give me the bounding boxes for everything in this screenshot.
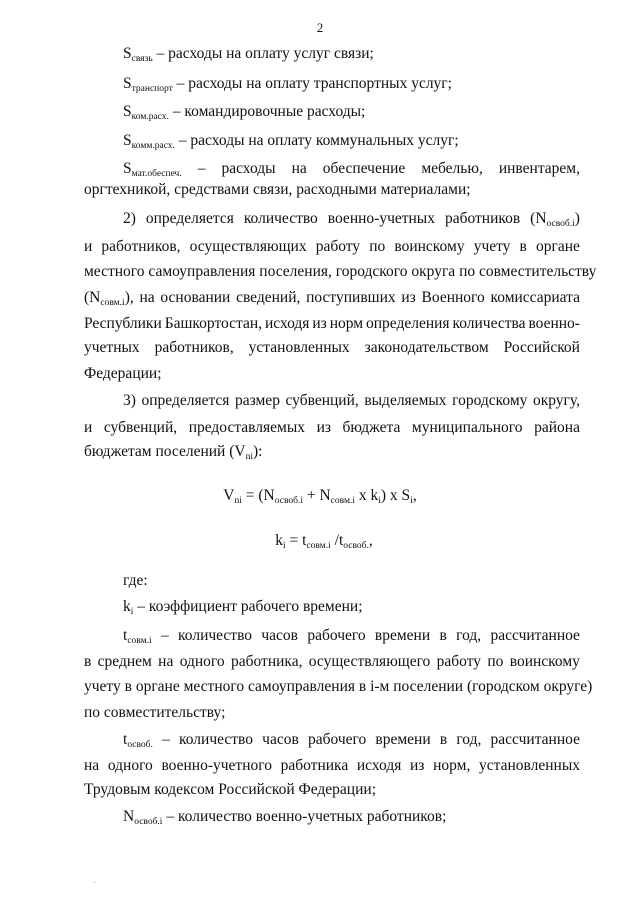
item-s-mat: $S_{мат.обеспеч.}$ – расходы на обеспечение мебелью, инвентарем, [123,160,580,179]
formula-coefficient: $k_i = t_{совм.i}$ $/t_{освоб.}$, [275,532,373,551]
where-label: где: [123,572,148,589]
formula-subvention: $V_{ni} = (N_{освоб.i} + N_{совм.i}$ x $k_i$) x $S_i$, [223,487,417,506]
def-tsovm-line3: учету в органе местного самоуправления в i-м поселении (городском округе) [84,678,593,695]
def-k: $k_i$ – коэффициент рабочего времени; [123,598,363,617]
def-tosvob-line2: на одного военно-учетного работника исходя из норм, установленных [84,757,580,774]
para2-line4: $(N_{совм.i})$, на основании сведений, поступивших из Военного комиссариата [84,289,580,308]
def-tosvob-line3: Трудовым кодексом Российской Федерации; [84,781,376,798]
def-tsovm-line4: по совместительству; [84,704,226,721]
scan-speck [94,882,95,883]
item-s-mat-line2: оргтехникой, средствами связи, расходными материалами; [84,181,471,198]
item-s-kommras: $S_{комм.расх.}$ – расходы на оплату коммунальных услуг; [123,132,459,151]
item-s-komras: $S_{ком.расх.}$ – командировочные расходы; [123,103,366,122]
para3-line3: бюджетам поселений $(V_{ni})$: [84,443,263,462]
para2-line6: учетных работников, установленных законодательством Российской [84,339,580,356]
item-s-transport: $S_{транспорт}$ – расходы на оплату транспортных услуг; [123,75,452,94]
para3-line1: 3) определяется размер субвенций, выделяемых городскому округу, [123,392,580,409]
def-nosvob: $N_{освоб.i}$ – количество военно-учетных работников; [123,808,447,827]
page-number: 2 [316,20,324,35]
para3-line2: и субвенций, предоставляемых из бюджета муниципального района [84,419,580,436]
item-s-svyaz: $S_{связь}$ – расходы на оплату услуг связи; [123,45,374,64]
para2-line1: 2) определяется количество военно-учетных работников $(N_{освоб.i})$ [123,210,580,229]
def-tosvob-line1: $t_{освоб.}$ – количество часов рабочего времени в год, рассчитанное [123,731,580,750]
para2-line5: Республики Башкортостан, исходя из норм определения количества военно- [84,315,580,332]
def-tsovm-line2: в среднем на одного работника, осуществляющего работу по воинскому [84,653,580,670]
para2-line2: и работников, осуществляющих работу по воинскому учету в органе [84,238,580,255]
para2-line7: Федерации; [84,365,162,382]
def-tsovm-line1: $t_{совм.i}$ – количество часов рабочего времени в год, рассчитанное [123,627,580,646]
para2-line3: местного самоуправления поселения, городского округа по совместительству [84,263,597,280]
